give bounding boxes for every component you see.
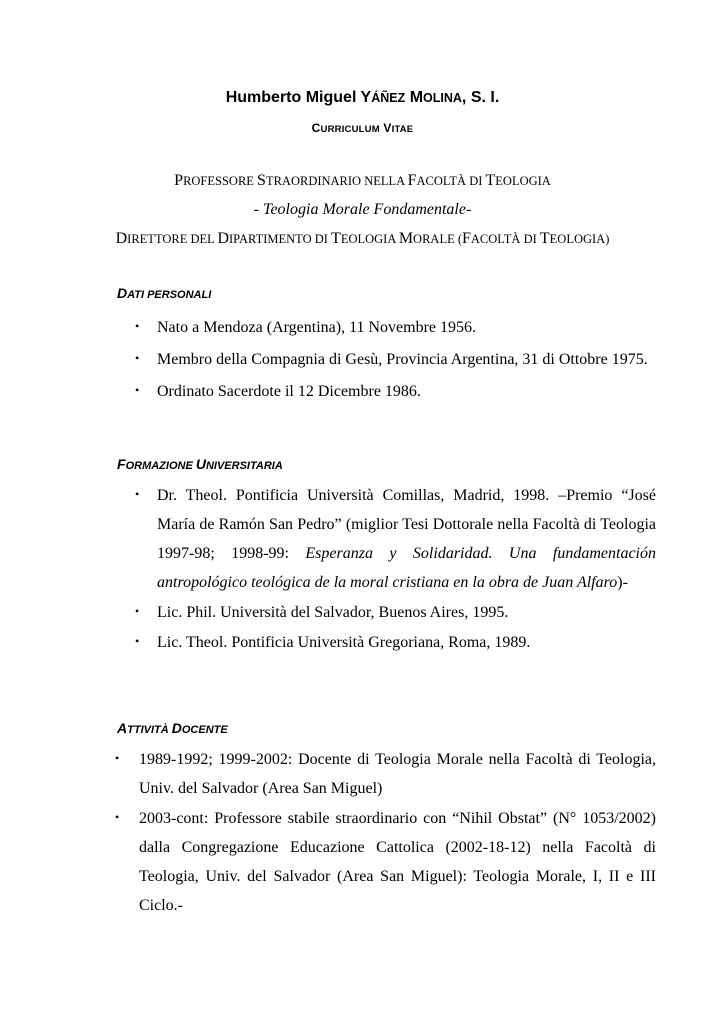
section-heading-attivita-docente: ATTIVITÀ DOCENTE — [117, 720, 228, 736]
dati-personali-list — [135, 313, 656, 409]
attivita-docente-list — [115, 745, 656, 921]
bullet-icon: • — [135, 487, 140, 501]
title-line-subject: - Teologia Morale Fondamentale- — [253, 201, 472, 218]
title-line-director: DIRETTORE DEL DIPARTIMENTO DI TEOLOGIA MORALE (FACOLTÀ DI TEOLOGIA) — [115, 230, 610, 247]
bullet-icon: • — [135, 351, 140, 365]
formazione-list — [135, 481, 656, 658]
list-item: • Lic. Phil. Università del Salvador, Buenos Aires, 1995. — [135, 604, 509, 621]
section-heading-formazione: FORMAZIONE UNIVERSITARIA — [117, 456, 283, 472]
document-subtitle: CURRICULUM VITAE — [311, 121, 414, 135]
list-item: • Ordinato Sacerdote il 12 Dicembre 1986. — [135, 383, 421, 400]
list-item: • 1989-1992; 1999-2002: Docente di Teologia Morale nella Facoltà di Teologia, Univ. del Salvador (Area San Miguel) — [115, 751, 656, 797]
author-name: Humberto Miguel YÁÑEZ MOLINA, S. I. — [225, 89, 500, 106]
list-item: • Lic. Theol. Pontificia Università Gregoriana, Roma, 1989. — [135, 634, 531, 651]
bullet-icon: • — [135, 634, 140, 648]
bullet-icon: • — [135, 319, 140, 333]
list-item: • Membro della Compagnia di Gesù, Provincia Argentina, 31 di Ottobre 1975. — [135, 351, 648, 368]
bullet-icon: • — [135, 383, 140, 397]
list-item: • 2003-cont: Professore stabile straordinario con “Nihil Obstat” (N° 1053/2002) dalla Congregazione Educazione Cattolica (2002-18-12) nella Facoltà di Teologia, Univ. del Salvador (Area San Miguel): Teologia Morale, I, II e III Ciclo.- — [115, 810, 656, 914]
list-item: • Dr. Theol. Pontificia Università Comillas, Madrid, 1998. –Premio “José María de Ramón San Pedro” (miglior Tesi Dottorale nella Facoltà di Teologia 1997-98; 1998-99: Esperanza y Solidaridad. Una fundamentación antropológico teológica de la moral cristiana en la obra de Juan Alfaro)- — [135, 487, 656, 591]
bullet-icon: • — [115, 751, 120, 765]
bullet-icon: • — [115, 810, 120, 824]
title-line-professor: PROFESSORE STRAORDINARIO NELLA FACOLTÀ DI TEOLOGIA — [174, 172, 551, 189]
thesis-title: Esperanza y Solidaridad. Una fundamentación antropológico teológica de la moral cristiana en la obra de Juan Alfaro — [157, 545, 656, 591]
bullet-icon: • — [135, 604, 140, 618]
section-heading-dati-personali: DATI PERSONALI — [117, 285, 212, 301]
list-item: • Nato a Mendoza (Argentina), 11 Novembre 1956. — [135, 319, 477, 336]
